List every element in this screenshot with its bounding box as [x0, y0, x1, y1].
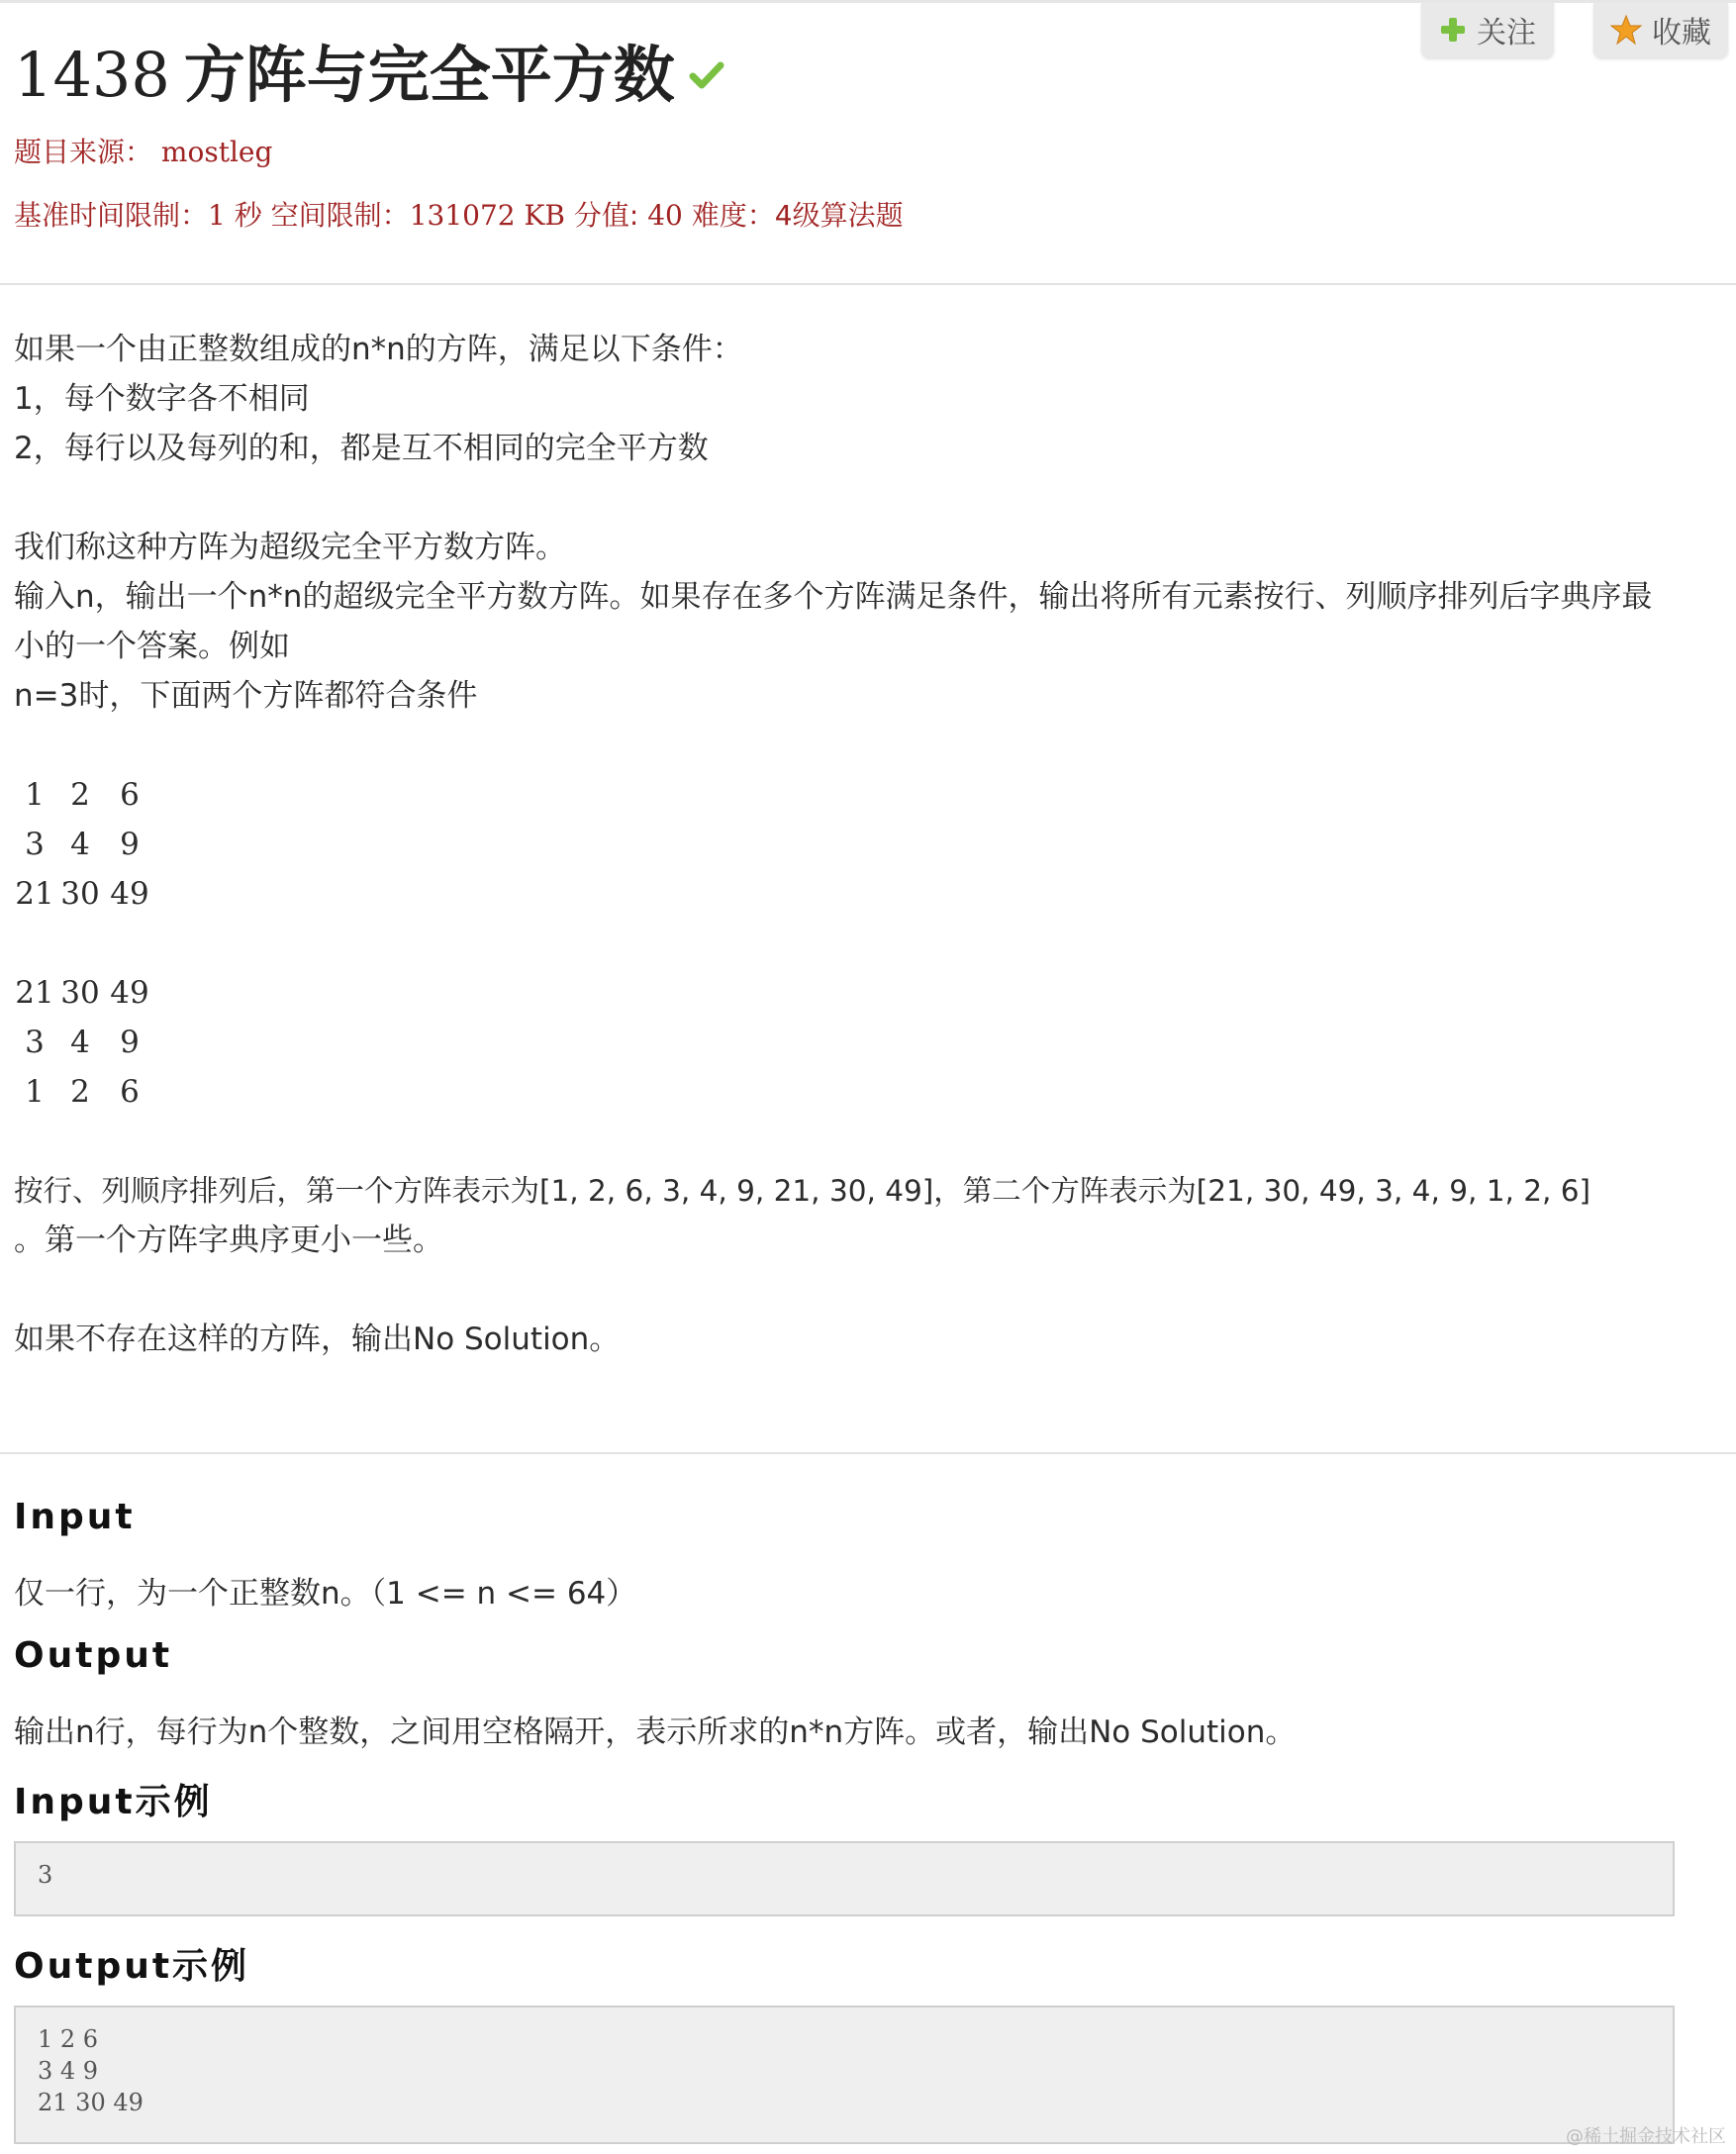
- star-icon: [1610, 14, 1642, 46]
- output-example-box: 1 2 6 3 4 9 21 30 49: [14, 2006, 1675, 2144]
- matrix1-row: [14, 770, 1716, 820]
- problem-description: [14, 325, 1716, 1364]
- matrix-cell: 21: [15, 975, 54, 1011]
- matrix1-row: [14, 820, 1716, 869]
- matrix-cell: 1: [25, 777, 45, 813]
- problem-title: [14, 36, 724, 115]
- matrix-cell: 4: [70, 827, 90, 862]
- description-line: 2，每行以及每列的和，都是互不相同的完全平方数: [14, 431, 709, 466]
- output-example-heading: Output示例: [14, 1946, 250, 1987]
- space-limit-label: 空间限制：: [270, 199, 410, 232]
- description-line: 如果一个由正整数组成的n*n的方阵，满足以下条件：: [14, 332, 743, 367]
- source-line: [14, 131, 272, 170]
- space-limit-value: 131072 KB: [409, 199, 565, 232]
- time-limit-label: 基准时间限制：: [14, 199, 209, 232]
- blank-line: [14, 721, 1716, 770]
- matrix-cell: 30: [60, 975, 100, 1011]
- matrix-cell: 49: [110, 876, 149, 912]
- output-text: 输出n行，每行为n个整数，之间用空格隔开，表示所求的n*n方阵。或者，输出No Solution。: [14, 1714, 1297, 1750]
- description-line: 我们称这种方阵为超级完全平方数方阵。: [14, 530, 566, 565]
- section-divider: [0, 1452, 1736, 1454]
- blank-line: [14, 1117, 1716, 1166]
- input-example-box: 3: [14, 1841, 1675, 1916]
- output-heading: Output: [14, 1635, 173, 1676]
- description-line: 。第一个方阵字典序更小一些。: [14, 1223, 443, 1258]
- description-line: 输入n，输出一个n*n的超级完全平方数方阵。如果存在多个方阵满足条件，输出将所有元素按行、列顺序排列后字典序最: [14, 579, 1653, 615]
- matrix-cell: 21: [15, 876, 54, 912]
- matrix-cell: 9: [120, 1025, 140, 1060]
- description-line: [14, 473, 1716, 523]
- watermark: @稀土掘金技术社区: [1566, 2126, 1726, 2147]
- description-line: 小的一个答案。例如: [14, 629, 290, 664]
- matrix-cell: 6: [120, 777, 140, 813]
- matrix-cell: 4: [70, 1025, 90, 1060]
- favorite-label: 收藏: [1652, 16, 1711, 50]
- accepted-check-icon: [689, 57, 724, 93]
- input-heading: Input: [14, 1497, 136, 1537]
- time-limit-value: 1: [208, 199, 226, 232]
- matrix-cell: 30: [60, 876, 100, 912]
- problem-name: 方阵与完全平方数: [183, 39, 675, 111]
- matrix-cell: 49: [110, 975, 149, 1011]
- score-value: 40: [647, 199, 683, 232]
- source-value: mostleg: [160, 136, 273, 168]
- description-line: [14, 1265, 1716, 1315]
- matrix-cell: 2: [70, 1074, 90, 1110]
- matrix-cell: 3: [25, 827, 45, 862]
- header-divider: [0, 283, 1736, 285]
- matrix-cell: 2: [70, 777, 90, 813]
- description-line: 按行、列顺序排列后，第一个方阵表示为[1, 2, 6, 3, 4, 9, 21, 30, 49]，第二个方阵表示为[21, 30, 49, 3, 4, 9, 1, 2, 6]: [14, 1174, 1591, 1208]
- matrix-cell: 3: [25, 1025, 45, 1060]
- follow-label: 关注: [1477, 16, 1536, 50]
- favorite-button[interactable]: [1593, 2, 1728, 57]
- limits-line: [14, 194, 904, 234]
- time-limit-unit: 秒: [234, 199, 262, 232]
- difficulty-value: 4级算法题: [774, 199, 904, 232]
- follow-button[interactable]: [1421, 2, 1554, 57]
- matrix1-row: [14, 869, 1716, 919]
- matrix-cell: 1: [25, 1074, 45, 1110]
- description-line: 1，每个数字各不相同: [14, 381, 310, 417]
- matrix2-row: [14, 1018, 1716, 1067]
- input-text: 仅一行，为一个正整数n。（1 <= n <= 64）: [14, 1576, 637, 1612]
- problem-id: 1438: [14, 39, 170, 111]
- description-line: 如果不存在这样的方阵，输出No Solution。: [14, 1322, 621, 1357]
- description-line: n=3时，下面两个方阵都符合条件: [14, 678, 478, 714]
- matrix-cell: 6: [120, 1074, 140, 1110]
- difficulty-label: 难度：: [691, 199, 775, 232]
- score-label: 分值:: [573, 199, 639, 232]
- plus-icon: [1439, 16, 1467, 44]
- blank-line: [14, 919, 1716, 968]
- matrix2-row: [14, 968, 1716, 1018]
- input-example-heading: Input示例: [14, 1782, 213, 1822]
- matrix2-row: [14, 1067, 1716, 1117]
- source-label: 题目来源：: [14, 136, 153, 168]
- matrix-cell: 9: [120, 827, 140, 862]
